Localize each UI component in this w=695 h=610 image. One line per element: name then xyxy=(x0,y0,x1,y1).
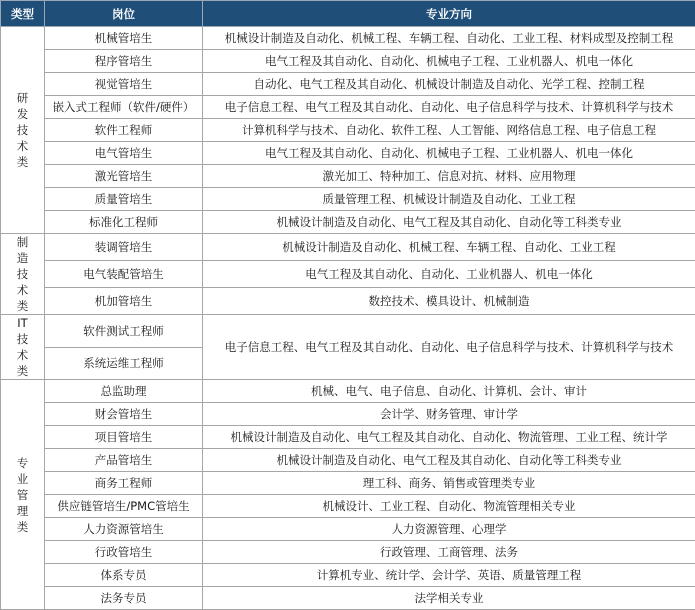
position-cell: 项目管培生 xyxy=(45,426,203,449)
header-position: 岗位 xyxy=(45,1,203,27)
direction-cell: 电子信息工程、电气工程及其自动化、自动化、电子信息科学与技术、计算机科学与技术 xyxy=(203,315,695,380)
table-row xyxy=(1,541,695,564)
direction-cell: 电气工程及其自动化、自动化、机械电子工程、工业机器人、机电一体化 xyxy=(203,50,695,73)
direction-cell: 机械设计制造及自动化、机械工程、车辆工程、自动化、工业工程 xyxy=(203,234,695,261)
position-cell: 财会管培生 xyxy=(45,403,203,426)
direction-cell: 会计学、财务管理、审计学 xyxy=(203,403,695,426)
position-cell: 人力资源管培生 xyxy=(45,518,203,541)
direction-cell: 电气工程及其自动化、自动化、机械电子工程、工业机器人、机电一体化 xyxy=(203,142,695,165)
direction-cell: 机械、电气、电子信息、自动化、计算机、会计、审计 xyxy=(203,380,695,403)
direction-cell: 机械设计制造及自动化、机械工程、车辆工程、自动化、工业工程、材料成型及控制工程 xyxy=(203,27,695,50)
table-row xyxy=(1,261,695,288)
position-cell: 电气管培生 xyxy=(45,142,203,165)
table-row xyxy=(1,165,695,188)
position-cell: 质量管培生 xyxy=(45,188,203,211)
category-cell: 研发技术类 xyxy=(1,27,45,234)
direction-cell: 电子信息工程、电气工程及其自动化、自动化、电子信息科学与技术、计算机科学与技术 xyxy=(203,96,695,119)
direction-cell: 电气工程及其自动化、自动化、工业机器人、机电一体化 xyxy=(203,261,695,288)
position-cell: 视觉管培生 xyxy=(45,73,203,96)
position-cell: 激光管培生 xyxy=(45,165,203,188)
table-row xyxy=(1,426,695,449)
position-cell: 产品管培生 xyxy=(45,449,203,472)
position-cell: 供应链管培生/PMC管培生 xyxy=(45,495,203,518)
category-cell: 制造技术类 xyxy=(1,234,45,315)
position-cell: 总监助理 xyxy=(45,380,203,403)
direction-cell: 理工科、商务、销售或管理类专业 xyxy=(203,472,695,495)
direction-cell: 数控技术、模具设计、机械制造 xyxy=(203,288,695,315)
category-cell: 专业管理类 xyxy=(1,380,45,610)
position-cell: 软件测试工程师 xyxy=(45,315,203,348)
position-cell: 装调管培生 xyxy=(45,234,203,261)
position-cell: 机械管培生 xyxy=(45,27,203,50)
table-row xyxy=(1,472,695,495)
direction-cell: 机械设计制造及自动化、电气工程及其自动化、自动化等工科类专业 xyxy=(203,211,695,234)
direction-cell: 自动化、电气工程及其自动化、机械设计制造及自动化、光学工程、控制工程 xyxy=(203,73,695,96)
table-row xyxy=(1,564,695,587)
table-row xyxy=(1,211,695,234)
direction-cell: 法学相关专业 xyxy=(203,587,695,610)
position-cell: 商务工程师 xyxy=(45,472,203,495)
direction-cell: 质量管理工程、机械设计制造及自动化、工业工程 xyxy=(203,188,695,211)
table-row xyxy=(1,380,695,403)
position-cell: 法务专员 xyxy=(45,587,203,610)
category-cell: IT技术类 xyxy=(1,315,45,380)
direction-cell: 激光加工、特种加工、信息对抗、材料、应用物理 xyxy=(203,165,695,188)
table-row xyxy=(1,315,695,348)
position-cell: 程序管培生 xyxy=(45,50,203,73)
header-row xyxy=(1,1,695,27)
direction-cell: 人力资源管理、心理学 xyxy=(203,518,695,541)
table-row xyxy=(1,142,695,165)
table-row xyxy=(1,234,695,261)
direction-cell: 计算机专业、统计学、会计学、英语、质量管理工程 xyxy=(203,564,695,587)
position-cell: 电气装配管培生 xyxy=(45,261,203,288)
direction-cell: 行政管理、工商管理、法务 xyxy=(203,541,695,564)
table-row xyxy=(1,50,695,73)
table-row xyxy=(1,587,695,610)
position-cell: 系统运维工程师 xyxy=(45,347,203,380)
direction-cell: 机械设计制造及自动化、电气工程及其自动化、自动化等工科类专业 xyxy=(203,449,695,472)
table-row xyxy=(1,96,695,119)
position-cell: 软件工程师 xyxy=(45,119,203,142)
direction-cell: 计算机科学与技术、自动化、软件工程、人工智能、网络信息工程、电子信息工程 xyxy=(203,119,695,142)
position-cell: 标准化工程师 xyxy=(45,211,203,234)
direction-cell: 机械设计、工业工程、自动化、物流管理相关专业 xyxy=(203,495,695,518)
table-row xyxy=(1,403,695,426)
table-row xyxy=(1,288,695,315)
position-cell: 体系专员 xyxy=(45,564,203,587)
table-row xyxy=(1,119,695,142)
table-row xyxy=(1,73,695,96)
direction-cell: 机械设计制造及自动化、电气工程及其自动化、自动化、物流管理、工业工程、统计学 xyxy=(203,426,695,449)
position-cell: 嵌入式工程师（软件/硬件） xyxy=(45,96,203,119)
table-row xyxy=(1,518,695,541)
position-cell: 行政管培生 xyxy=(45,541,203,564)
table-row xyxy=(1,188,695,211)
header-type: 类型 xyxy=(1,1,45,27)
table-row xyxy=(1,27,695,50)
table-row xyxy=(1,449,695,472)
header-direction: 专业方向 xyxy=(203,1,695,27)
position-cell: 机加管培生 xyxy=(45,288,203,315)
table-row xyxy=(1,495,695,518)
